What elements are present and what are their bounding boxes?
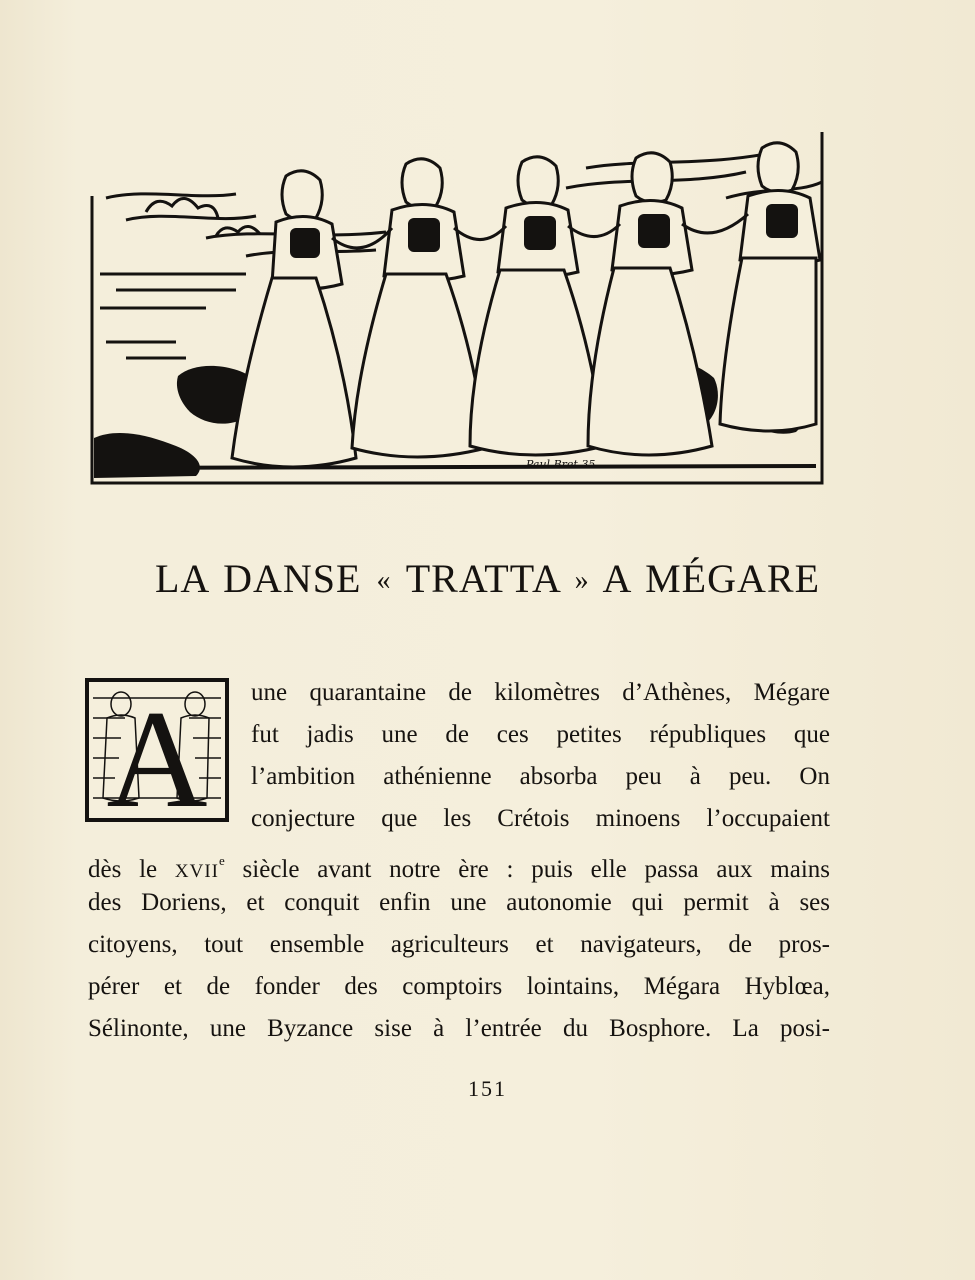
superscript-e: e	[219, 853, 225, 868]
title-part-2: TRATTA	[405, 556, 560, 601]
dancer-3	[470, 157, 604, 455]
roman-numeral: XVII	[174, 861, 219, 882]
dancer-2	[352, 159, 486, 457]
text-line-xvii	[88, 840, 830, 882]
text-line: Sélinonte, une Byzance sise à l’entrée du Bosphore. La posi-	[88, 1015, 830, 1042]
line5-prefix: dès le	[88, 856, 175, 883]
line5-rest: siècle avant notre ère : puis elle passa aux mains	[242, 856, 830, 883]
dancer-1	[232, 171, 356, 467]
dropcap-letter: A	[106, 682, 208, 822]
title-part-3: A MÉGARE	[602, 556, 821, 601]
text-line: une quarantaine de kilomètres d’Athènes, Mégare	[251, 679, 830, 706]
text-line: pérer et de fonder des comptoirs lointains, Mégara Hyblœa,	[88, 973, 830, 1000]
body-text	[88, 672, 830, 1050]
page-number: 151	[468, 1076, 507, 1101]
text-line: fut jadis une de ces petites républiques que	[251, 721, 830, 748]
title-quote-open: «	[376, 565, 392, 596]
chapter-title	[0, 555, 975, 602]
text-line: des Doriens, et conquit enfin une autonomie qui permit à ses	[88, 889, 830, 916]
title-quote-close: »	[574, 565, 590, 596]
title-part-1: LA DANSE	[154, 556, 362, 601]
text-line: l’ambition athénienne absorba peu à peu. On	[251, 763, 830, 790]
text-line: citoyens, tout ensemble agriculteurs et navigateurs, de pros-	[88, 931, 830, 958]
dancer-4	[588, 153, 712, 455]
text-line: conjecture que les Crétois minoens l’occupaient	[251, 805, 830, 832]
dance-illustration	[86, 128, 826, 490]
artist-signature: Paul Bret 35	[526, 458, 596, 471]
